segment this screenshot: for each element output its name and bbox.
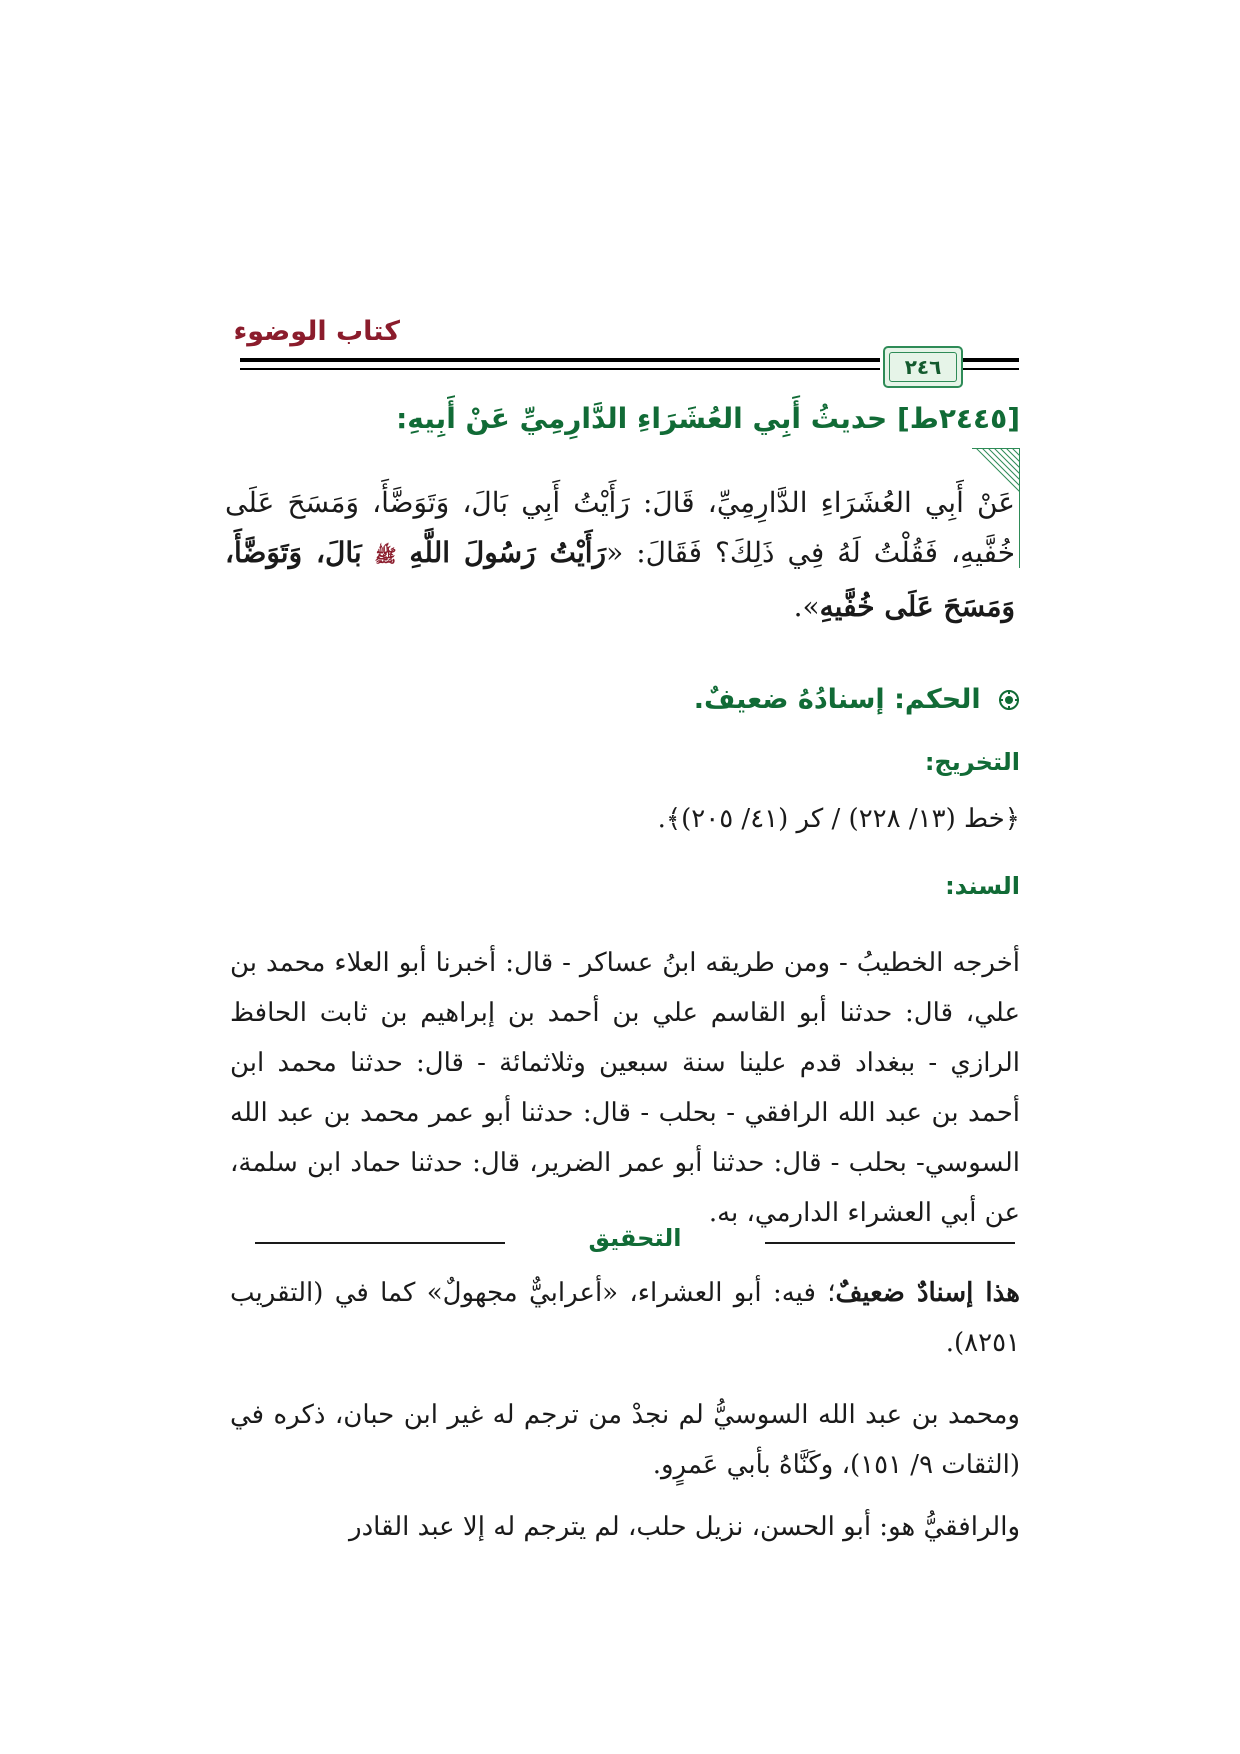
header-rule-top — [240, 358, 880, 362]
tahqiq-heading: التحقيق — [588, 1224, 682, 1252]
tahqiq-paragraph-3: والرافقيُّ هو: أبو الحسن، نزيل حلب، لم يترجم له إلا عبد القادر — [349, 1512, 1020, 1542]
tahqiq-p1-rest: ؛ فيه: أبو العشراء، «أعرابيٌّ مجهولٌ» كما في (التقريب ٨٢٥١). — [230, 1278, 1020, 1358]
ruling-value: إسنادُهُ ضعيفٌ. — [693, 684, 885, 715]
tahqiq-divider — [255, 1224, 1015, 1258]
flower-ornament-icon — [998, 689, 1020, 711]
sanad-text: أخرجه الخطيبُ - ومن طريقه ابنُ عساكر - قال: أخبرنا أبو العلاء محمد بن علي، قال: حدثنا أبو القاسم علي بن أحمد بن إبراهيم بن ثابت الحافظ الرازي - ببغداد قدم علينا سنة سبعين وثلاثمائة - قال: حدثنا محمد ابن أحمد بن عبد الله الرافقي - بحلب - قال: حدثنا أبو عمر محمد بن عبد الله السوسي- بحلب - قال: حدثنا أبو عمر الضرير، قال: حدثنا حماد ابن سلمة، عن أبي العشراء الدارمي، به. — [230, 948, 1020, 1228]
header-rule-right-bottom — [963, 368, 1019, 370]
hadith-text-plain: عَنْ أَبِي العُشَرَاءِ الدَّارِمِيِّ، قَالَ: رَأَيْتُ أَبِي بَالَ، وَتَوَضَّأَ، وَمَسَحَ عَلَى خُفَّيهِ، فَقُلْتُ لَهُ فِي ذَلِكَ؟ فَقَالَ: « — [225, 486, 1016, 569]
sanad-heading: السند: — [945, 872, 1020, 900]
hadith-text-bold-1: رَأَيْتُ رَسُولَ اللَّهِ — [409, 536, 607, 569]
tahqiq-p1-bold: هذا إسنادٌ ضعيفٌ — [835, 1278, 1020, 1308]
salawat-symbol: ﷺ — [374, 546, 397, 567]
takhrij-line: ﴿خط (١٣/ ٢٢٨) / كر (٤١/ ٢٠٥)﴾. — [657, 804, 1020, 834]
tahqiq-paragraph-1 — [230, 1268, 1020, 1368]
hadith-text — [225, 478, 1015, 632]
page-number: ٢٤٦ — [904, 355, 942, 379]
page-number-badge — [883, 346, 963, 388]
ruling-label: الحكم: — [894, 684, 981, 715]
hadith-text-end: ». — [793, 590, 820, 623]
divider-line-right — [765, 1242, 1015, 1244]
takhrij-heading: التخريج: — [924, 748, 1020, 776]
hadith-heading: [٢٤٤٥ط] حديثُ أَبِي العُشَرَاءِ الدَّارِمِيِّ عَنْ أَبِيهِ: — [396, 402, 1020, 435]
divider-line-left — [255, 1242, 505, 1244]
running-title: كتاب الوضوء — [233, 316, 400, 347]
tahqiq-paragraph-2: ومحمد بن عبد الله السوسيُّ لم نجدْ من ترجم له غير ابن حبان، ذكره في (الثقات ٩/ ١٥١)، وكَنَّاهُ بأبي عَمرٍو. — [230, 1400, 1020, 1480]
hadith-text-bold-2: بَالَ، وَتَوَضَّأَ، وَمَسَحَ عَلَى خُفَّيهِ — [225, 536, 1015, 623]
ruling-line — [694, 684, 1020, 715]
header-rule-right-top — [963, 358, 1019, 362]
header-rule-bottom — [240, 368, 880, 370]
